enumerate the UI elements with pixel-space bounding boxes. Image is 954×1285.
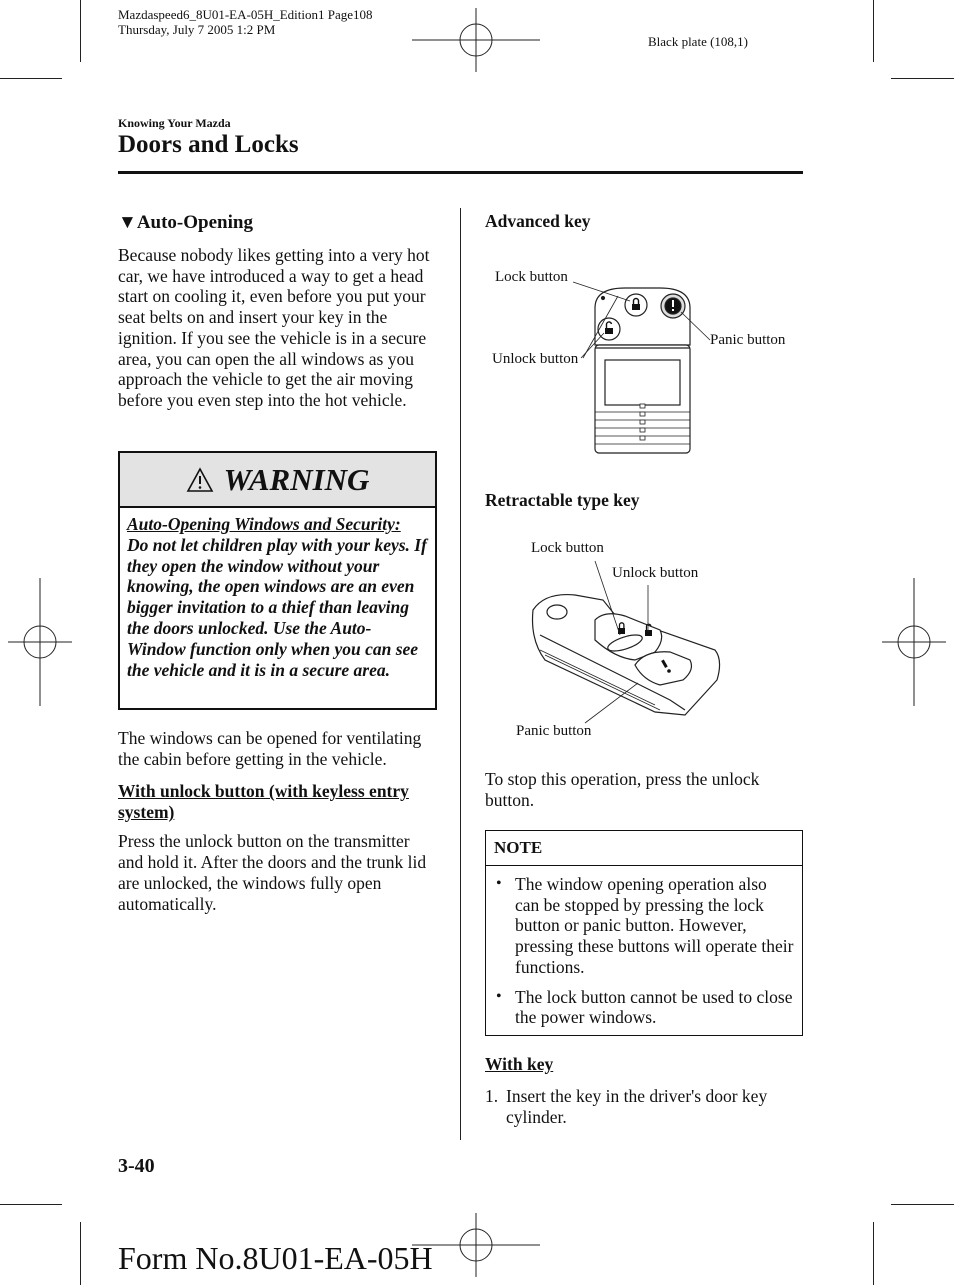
- note-item: [496, 874, 794, 978]
- note-label: NOTE: [486, 831, 802, 866]
- warning-box: [118, 451, 437, 710]
- note-box: [485, 830, 803, 1036]
- unlock-button-paragraph: Press the unlock button on the transmitter and hold it. After the doors and the trunk lid are unlocked, the windows fully open automatically.: [118, 831, 427, 914]
- warning-triangle-icon: [186, 467, 214, 493]
- column-divider: [460, 208, 461, 1140]
- stop-operation-text: To stop this operation, press the unlock button.: [485, 769, 760, 810]
- adv-lock-button-label: Lock button: [495, 269, 568, 285]
- print-job-line2: Thursday, July 7 2005 1:2 PM: [118, 22, 276, 37]
- print-job-info: [118, 7, 373, 37]
- print-job-line1: Mazdaspeed6_8U01-EA-05H_Edition1 Page108: [118, 7, 373, 22]
- step-1-number: 1.: [485, 1086, 499, 1106]
- page-number: 3-40: [118, 1155, 155, 1177]
- title-rule: [118, 171, 803, 174]
- ret-unlock-button-label: Unlock button: [612, 565, 699, 581]
- note-list: [486, 866, 802, 1028]
- warning-title: Auto-Opening Windows and Security:: [127, 514, 401, 534]
- form-number: Form No.8U01-EA-05H: [118, 1240, 433, 1276]
- retractable-key-heading: Retractable type key: [485, 490, 640, 510]
- left-column: [118, 212, 438, 411]
- advanced-key-heading: Advanced key: [485, 211, 591, 231]
- unlock-button-subheading: With unlock button (with keyless entry system): [118, 781, 409, 823]
- warning-body: [120, 508, 435, 680]
- adv-unlock-button-label: Unlock button: [492, 351, 579, 367]
- warning-header: [120, 453, 435, 508]
- with-key-heading: With key: [485, 1054, 554, 1074]
- triangle-marker-icon: ▼: [118, 212, 137, 233]
- bullet-icon: •: [496, 875, 502, 892]
- ventilating-paragraph: The windows can be opened for ventilating the cabin before getting in the vehicle.: [118, 728, 422, 769]
- auto-opening-intro: Because nobody likes getting into a very hot car, we have introduced a way to get a head start on cooling it, even before you put your seat belts on and insert your key in the ignition. If you see the vehicle is in a secure area, you can open the all windows as you approach the vehicle to get the air moving before you even step into the hot vehicle.: [118, 245, 430, 410]
- page-title: Doors and Locks: [118, 131, 299, 158]
- warning-text: Do not let children play with your keys. If they open the window without your knowing, the open windows are an even bigger invitation to a thief than leaving the doors unlocked. Use the Auto-Window function only when you can see the vehicle and it is in a secure area.: [127, 534, 427, 680]
- auto-opening-heading-text: Auto-Opening: [136, 212, 253, 233]
- warning-label: WARNING: [223, 461, 370, 497]
- step-1: [485, 1086, 803, 1127]
- note-item-text: The lock button cannot be used to close the power windows.: [515, 986, 793, 1028]
- ret-lock-button-label: Lock button: [531, 540, 604, 556]
- section-kicker: Knowing Your Mazda: [118, 116, 231, 130]
- plate-info: Black plate (108,1): [648, 34, 748, 49]
- ret-panic-button-label: Panic button: [516, 723, 592, 739]
- left-column-lower: [118, 728, 438, 914]
- adv-panic-button-label: Panic button: [710, 332, 786, 348]
- note-item-text: The window opening operation also can be stopped by pressing the lock button or panic button. However, pressing these buttons will operate their functions.: [515, 874, 794, 977]
- auto-opening-heading: [118, 212, 438, 234]
- bullet-icon: •: [496, 987, 502, 1005]
- note-item: [496, 987, 794, 1028]
- step-1-text: Insert the key in the driver's door key cylinder.: [506, 1086, 768, 1127]
